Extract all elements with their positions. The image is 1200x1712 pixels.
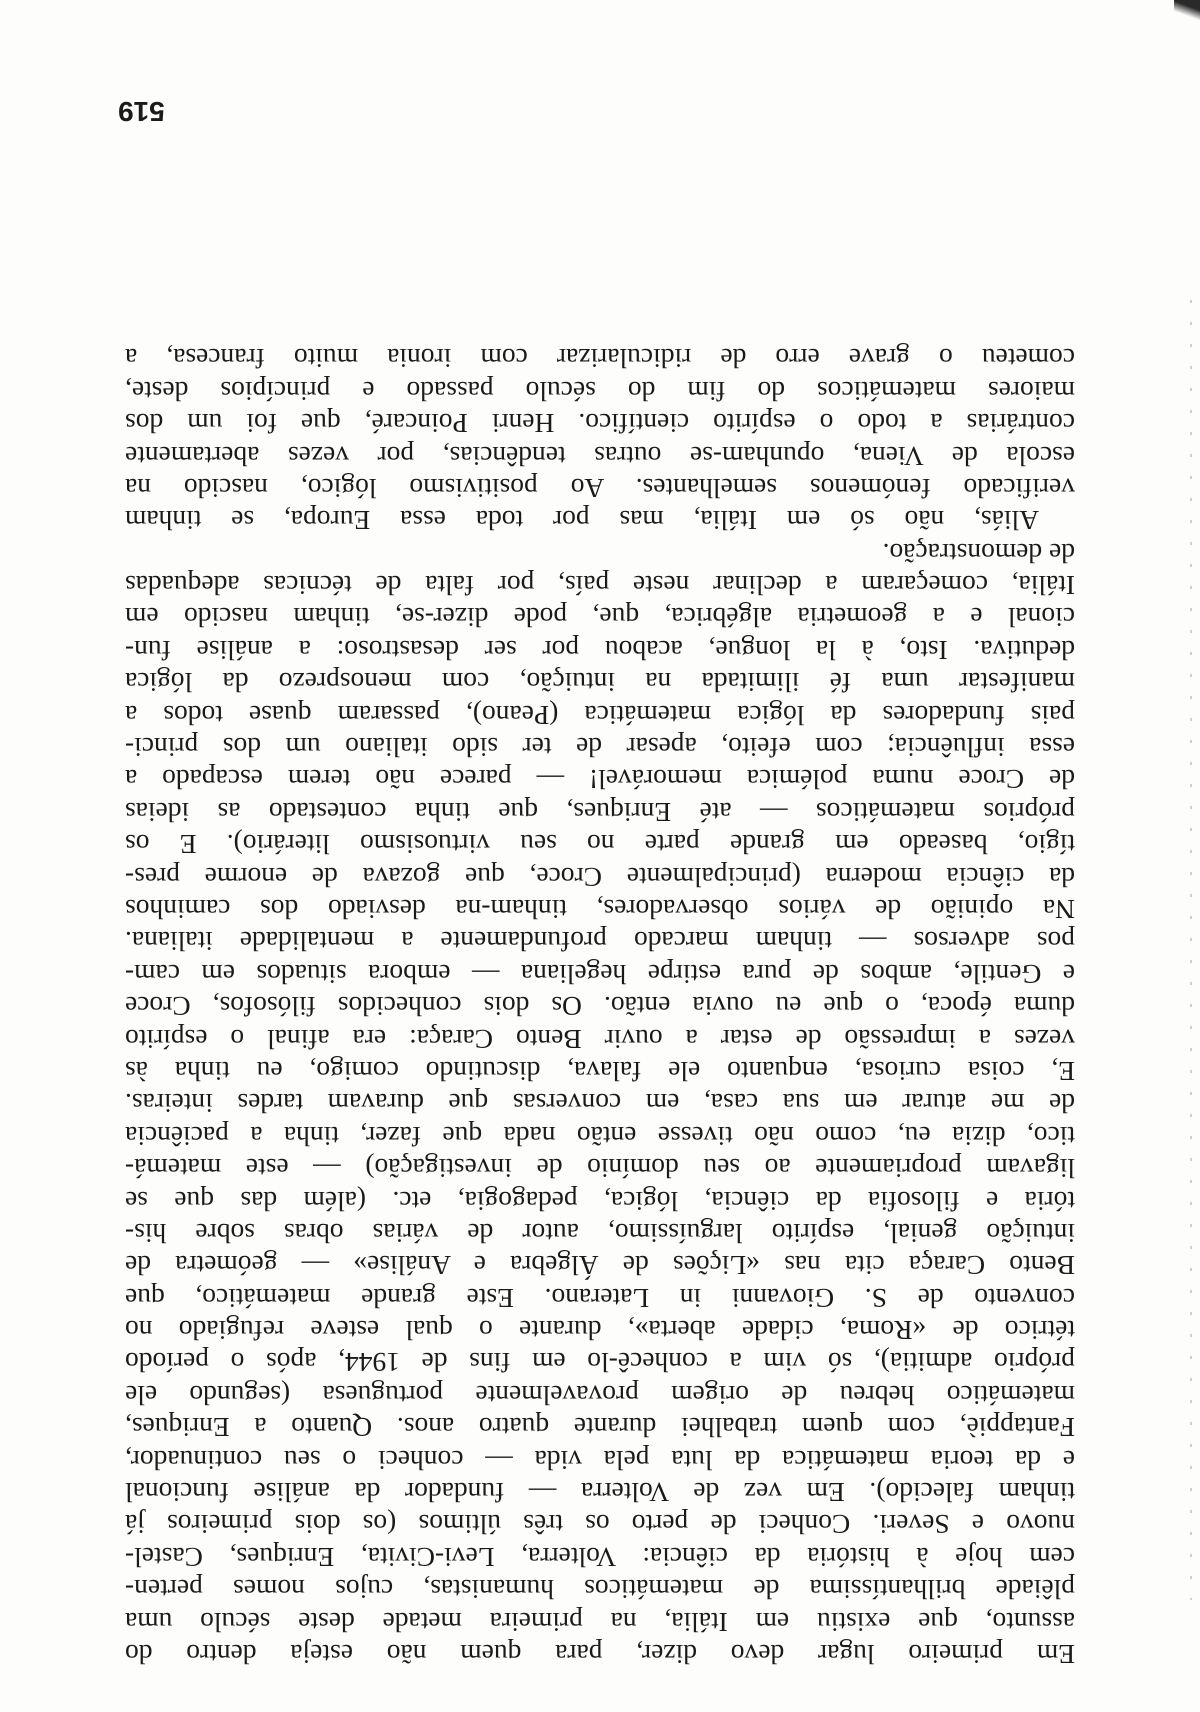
text-line: cometeu o grave erro de ridicularizar com ironia muito francesa, a xyxy=(125,343,1075,375)
text-line: tória e filosofia da ciência, lógica, pedagogia, etc. (além das que se xyxy=(125,1185,1075,1217)
text-line: de me aturar em sua casa, em conversas que duravam tardes inteiras. xyxy=(125,1088,1075,1120)
text-line: pos adversos — tinham marcado profundamente a mentalidade italiana. xyxy=(125,926,1075,958)
text-line: escola de Viena, opunham-se outras tendências, por vezes abertamente xyxy=(125,440,1075,472)
text-line: ligavam propriamente ao seu domínio de investigação) — este matemá- xyxy=(125,1153,1075,1185)
text-line: plêiade brilhantíssima de matemáticos humanistas, cujos nomes perten- xyxy=(125,1574,1075,1606)
text-line: manifestar uma fé ilimitada na intuição, com menosprezo da lógica xyxy=(125,667,1075,699)
text-line: Em primeiro lugar devo dizer, para quem não esteja dentro do xyxy=(125,1639,1075,1670)
paragraph-start-line: Aliás, não só em Itália, mas por toda essa Europa, se tinham xyxy=(125,505,1039,537)
text-line: da ciência moderna (principalmente Croce, que gozava de enorme pres- xyxy=(125,861,1075,893)
text-line: assunto, que existiu em Itália, na primeira metade deste século uma xyxy=(125,1606,1075,1638)
text-line: próprios matemáticos — até Enriques, que tinha contestado as ideias xyxy=(125,796,1075,828)
text-line: e Gentile, ambos de pura estirpe hegeliana — embora situados em cam- xyxy=(125,958,1075,990)
text-line: maiores matemáticos do fim do século passado e princípios deste, xyxy=(125,375,1075,407)
text-line: E, coisa curiosa, enquanto ele falava, discutindo comigo, eu tinha às xyxy=(125,1055,1075,1087)
text-line: próprio admitia), só vim a conhecê-lo em fins de 1944, após o período xyxy=(125,1347,1075,1379)
text-line: dedutiva. Isto, à la longue, acabou por ser desastroso: a análise fun- xyxy=(125,634,1075,666)
text-line: vezes a impressão de estar a ouvir Bento Caraça: era afinal o espírito xyxy=(125,1023,1075,1055)
text-line: verificado fenómenos semelhantes. Ao positivismo lógico, nascido na xyxy=(125,472,1075,504)
text-line: intuição genial, espírito larguíssimo, autor de várias obras sobre his- xyxy=(125,1217,1075,1249)
text-line: convento de S. Giovanni in Laterano. Este grande matemático, que xyxy=(125,1282,1075,1314)
page-number: 519 xyxy=(118,96,165,127)
text-line: contrárias a todo o espírito científico. Henri Poincaré, que foi um dos xyxy=(125,408,1075,440)
text-line: Fantappiè, com quem trabalhei durante quatro anos. Quanto a Enriques, xyxy=(125,1412,1075,1444)
text-line: tígio, baseado em grande parte no seu virtuosismo literário). E os xyxy=(125,829,1075,861)
text-line: matemático hebreu de origem provavelmente portuguesa (segundo ele xyxy=(125,1379,1075,1411)
text-line: e da teoria matemática da luta pela vida — conheci o seu continuador, xyxy=(125,1444,1075,1476)
text-line: tinham falecido). Em vez de Volterra — fundador da análise funcional xyxy=(125,1477,1075,1509)
text-line: tétrico de «Roma, cidade aberta», durante o qual esteve refugiado no xyxy=(125,1315,1075,1347)
text-line: tico, dizia eu, como não tivesse então nada que fazer, tinha a paciência xyxy=(125,1120,1075,1152)
text-line: de Croce numa polémica memorável! — parece não terem escapado a xyxy=(125,764,1075,796)
text-line: cem hoje à história da ciência: Volterra, Levi-Civita, Enriques, Castel- xyxy=(125,1541,1075,1573)
text-line: nuovo e Severi. Conheci de perto os três últimos (os dois primeiros já xyxy=(125,1509,1075,1541)
text-line: Itália, começaram a declinar neste país, por falta de técnicas adequadas xyxy=(125,570,1075,602)
text-line: essa influência; com efeito, apesar de ter sido italiano um dos princi- xyxy=(125,732,1075,764)
text-line: Na opinião de vários observadores, tinham-na desviado dos caminhos xyxy=(125,894,1075,926)
text-line: duma época, o que eu ouvia então. Os dois conhecidos filósofos, Croce xyxy=(125,991,1075,1023)
body-text xyxy=(125,342,1075,1670)
text-line: pais fundadores da lógica matemática (Peano), passaram quase todos a xyxy=(125,699,1075,731)
paragraph-end-line: de demonstração. xyxy=(882,537,1075,569)
text-line: Bento Caraça cita nas «Lições de Álgebra e Análise» — geómetra de xyxy=(125,1250,1075,1282)
text-line: cional e a geometria algébrica, que, pode dizer-se, tinham nascido em xyxy=(125,602,1075,634)
